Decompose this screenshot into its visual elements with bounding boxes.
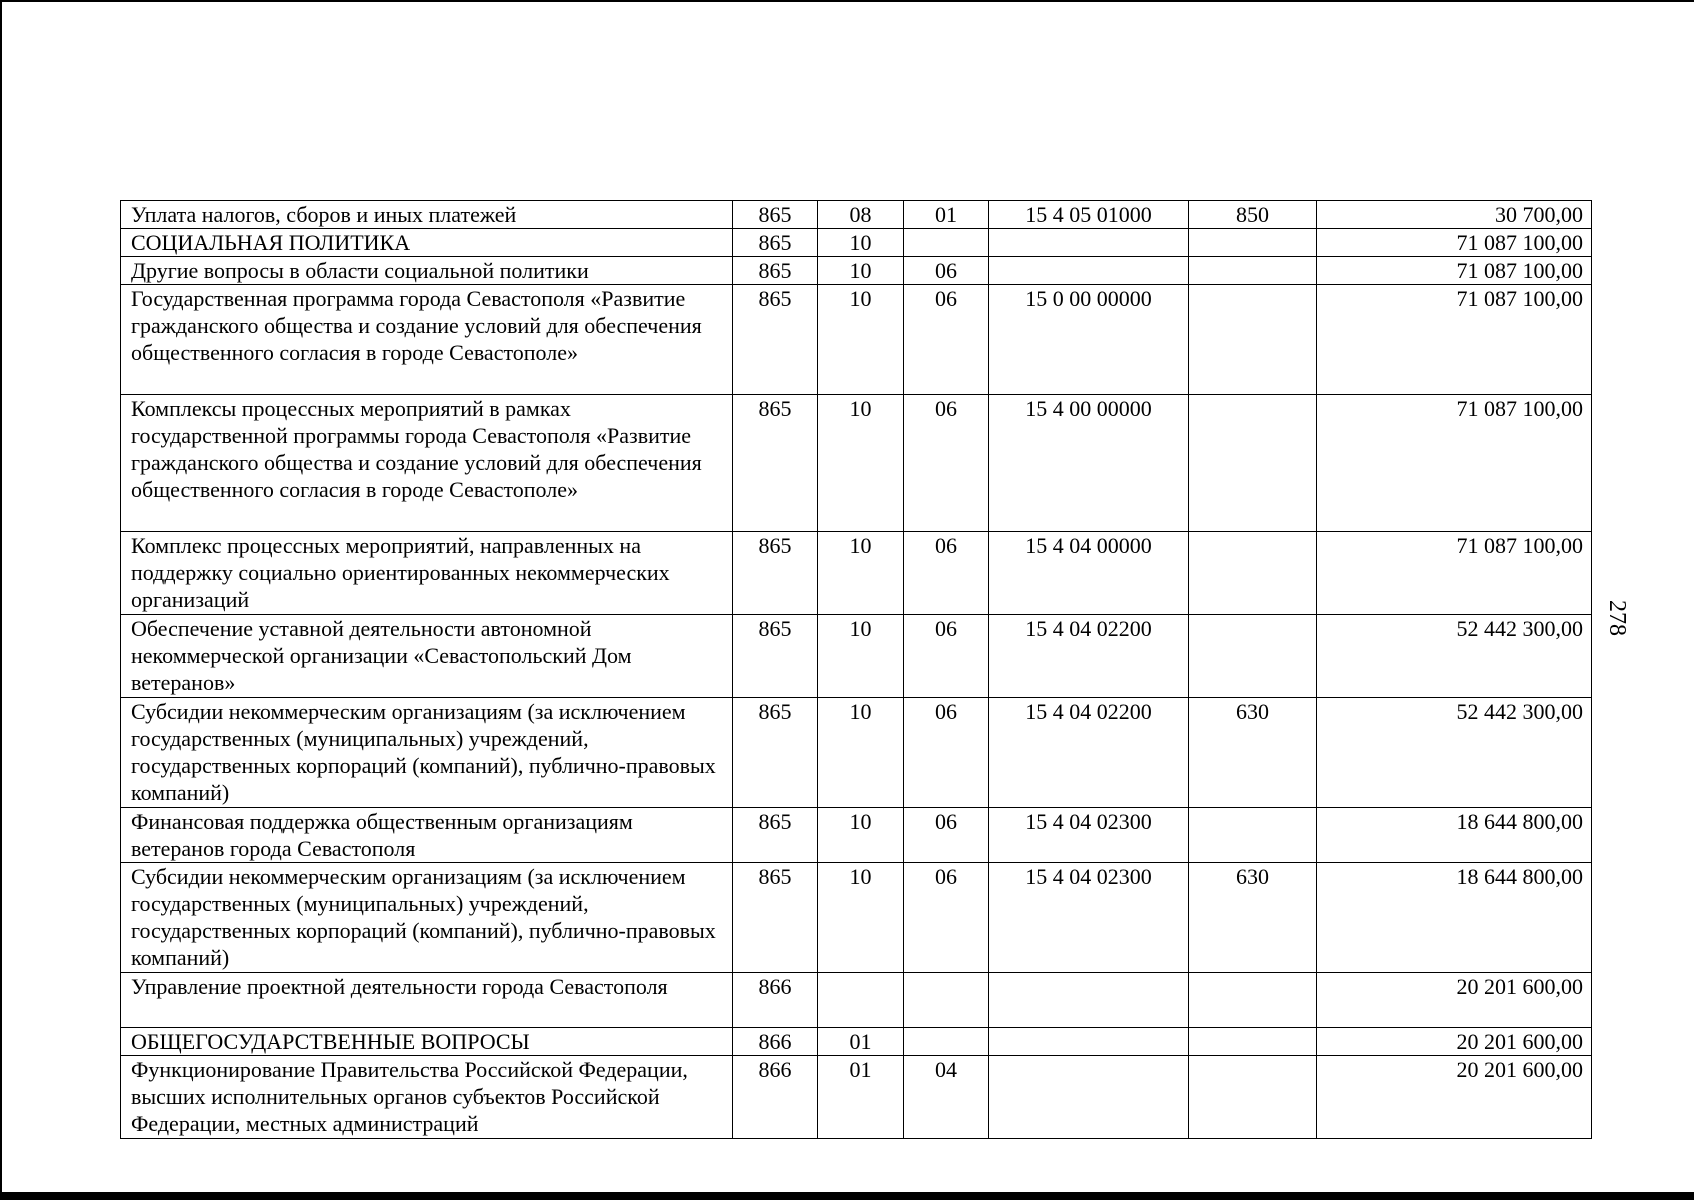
table-row [121, 1028, 1592, 1056]
row-csr [989, 1028, 1189, 1056]
row-grbs: 865 [733, 201, 818, 229]
scan-border-bottom [0, 1192, 1694, 1200]
row-rz [818, 973, 904, 1028]
row-vr: 630 [1189, 698, 1317, 808]
table-row [121, 285, 1592, 395]
row-pr [904, 229, 989, 257]
row-vr [1189, 1028, 1317, 1056]
row-name: Субсидии некоммерческим организациям (за исключением государственных (муниципальных) учреждений, государственных корпораций (компаний), публично-правовых компаний) [121, 863, 733, 973]
row-grbs: 865 [733, 229, 818, 257]
row-csr: 15 4 00 00000 [989, 395, 1189, 532]
row-pr: 06 [904, 257, 989, 285]
row-amount: 71 087 100,00 [1317, 285, 1592, 395]
scan-border-left [0, 0, 2, 1200]
row-vr [1189, 808, 1317, 863]
row-pr [904, 1028, 989, 1056]
row-amount: 18 644 800,00 [1317, 863, 1592, 973]
row-name: СОЦИАЛЬНАЯ ПОЛИТИКА [121, 229, 733, 257]
table-row [121, 615, 1592, 698]
row-rz: 10 [818, 285, 904, 395]
row-pr: 06 [904, 808, 989, 863]
row-vr: 630 [1189, 863, 1317, 973]
row-pr: 06 [904, 395, 989, 532]
table-row [121, 808, 1592, 863]
row-amount: 20 201 600,00 [1317, 973, 1592, 1028]
row-vr: 850 [1189, 201, 1317, 229]
row-csr: 15 4 04 02300 [989, 863, 1189, 973]
row-csr [989, 229, 1189, 257]
row-amount: 18 644 800,00 [1317, 808, 1592, 863]
row-pr: 04 [904, 1056, 989, 1139]
row-csr: 15 4 04 02300 [989, 808, 1189, 863]
row-amount: 71 087 100,00 [1317, 229, 1592, 257]
row-vr [1189, 395, 1317, 532]
row-csr: 15 4 04 02200 [989, 698, 1189, 808]
row-name: Субсидии некоммерческим организациям (за исключением государственных (муниципальных) учреждений, государственных корпораций (компаний), публично-правовых компаний) [121, 698, 733, 808]
row-grbs: 865 [733, 808, 818, 863]
row-csr: 15 4 04 02200 [989, 615, 1189, 698]
budget-table-body [121, 201, 1592, 1139]
table-row [121, 201, 1592, 229]
row-rz: 01 [818, 1028, 904, 1056]
row-vr [1189, 1056, 1317, 1139]
row-name: Другие вопросы в области социальной политики [121, 257, 733, 285]
row-pr: 01 [904, 201, 989, 229]
row-rz: 10 [818, 229, 904, 257]
row-vr [1189, 532, 1317, 615]
row-rz: 10 [818, 532, 904, 615]
row-rz: 10 [818, 863, 904, 973]
row-rz: 08 [818, 201, 904, 229]
row-grbs: 865 [733, 285, 818, 395]
row-vr [1189, 285, 1317, 395]
row-amount: 71 087 100,00 [1317, 395, 1592, 532]
row-name: Функционирование Правительства Российской Федерации, высших исполнительных органов субъектов Российской Федерации, местных администраций [121, 1056, 733, 1139]
row-amount: 52 442 300,00 [1317, 615, 1592, 698]
row-name: Уплата налогов, сборов и иных платежей [121, 201, 733, 229]
row-name: Обеспечение уставной деятельности автономной некоммерческой организации «Севастопольский Дом ветеранов» [121, 615, 733, 698]
row-name: ОБЩЕГОСУДАРСТВЕННЫЕ ВОПРОСЫ [121, 1028, 733, 1056]
row-grbs: 865 [733, 863, 818, 973]
table-row [121, 973, 1592, 1028]
table-row [121, 229, 1592, 257]
row-rz: 10 [818, 698, 904, 808]
row-pr: 06 [904, 698, 989, 808]
row-vr [1189, 229, 1317, 257]
row-grbs: 866 [733, 1028, 818, 1056]
row-vr [1189, 257, 1317, 285]
row-pr: 06 [904, 863, 989, 973]
row-grbs: 865 [733, 532, 818, 615]
row-csr: 15 0 00 00000 [989, 285, 1189, 395]
row-grbs: 865 [733, 615, 818, 698]
row-amount: 52 442 300,00 [1317, 698, 1592, 808]
scan-border-top [0, 0, 1694, 2]
row-amount: 71 087 100,00 [1317, 532, 1592, 615]
row-grbs: 865 [733, 257, 818, 285]
row-grbs: 866 [733, 973, 818, 1028]
table-row [121, 395, 1592, 532]
table-row [121, 1056, 1592, 1139]
table-row [121, 863, 1592, 973]
row-pr [904, 973, 989, 1028]
row-csr: 15 4 05 01000 [989, 201, 1189, 229]
row-amount: 71 087 100,00 [1317, 257, 1592, 285]
row-rz: 01 [818, 1056, 904, 1139]
row-rz: 10 [818, 395, 904, 532]
row-pr: 06 [904, 615, 989, 698]
row-name: Комплексы процессных мероприятий в рамках государственной программы города Севастополя «Развитие гражданского общества и создание условий для обеспечения общественного согласия в городе Севастополе» [121, 395, 733, 532]
table-row [121, 257, 1592, 285]
row-grbs: 865 [733, 395, 818, 532]
row-grbs: 866 [733, 1056, 818, 1139]
table-row [121, 532, 1592, 615]
row-name: Финансовая поддержка общественным организациям ветеранов города Севастополя [121, 808, 733, 863]
row-vr [1189, 615, 1317, 698]
row-csr [989, 1056, 1189, 1139]
row-amount: 30 700,00 [1317, 201, 1592, 229]
row-pr: 06 [904, 285, 989, 395]
row-csr [989, 257, 1189, 285]
table-row [121, 698, 1592, 808]
row-name: Управление проектной деятельности города Севастополя [121, 973, 733, 1028]
row-vr [1189, 973, 1317, 1028]
row-amount: 20 201 600,00 [1317, 1056, 1592, 1139]
page-number: 278 [1604, 600, 1630, 636]
row-rz: 10 [818, 615, 904, 698]
budget-table [120, 200, 1592, 1139]
row-pr: 06 [904, 532, 989, 615]
row-csr [989, 973, 1189, 1028]
row-name: Комплекс процессных мероприятий, направленных на поддержку социально ориентированных некоммерческих организаций [121, 532, 733, 615]
row-csr: 15 4 04 00000 [989, 532, 1189, 615]
row-rz: 10 [818, 808, 904, 863]
row-grbs: 865 [733, 698, 818, 808]
row-amount: 20 201 600,00 [1317, 1028, 1592, 1056]
row-name: Государственная программа города Севастополя «Развитие гражданского общества и создание условий для обеспечения общественного согласия в городе Севастополе» [121, 285, 733, 395]
row-rz: 10 [818, 257, 904, 285]
